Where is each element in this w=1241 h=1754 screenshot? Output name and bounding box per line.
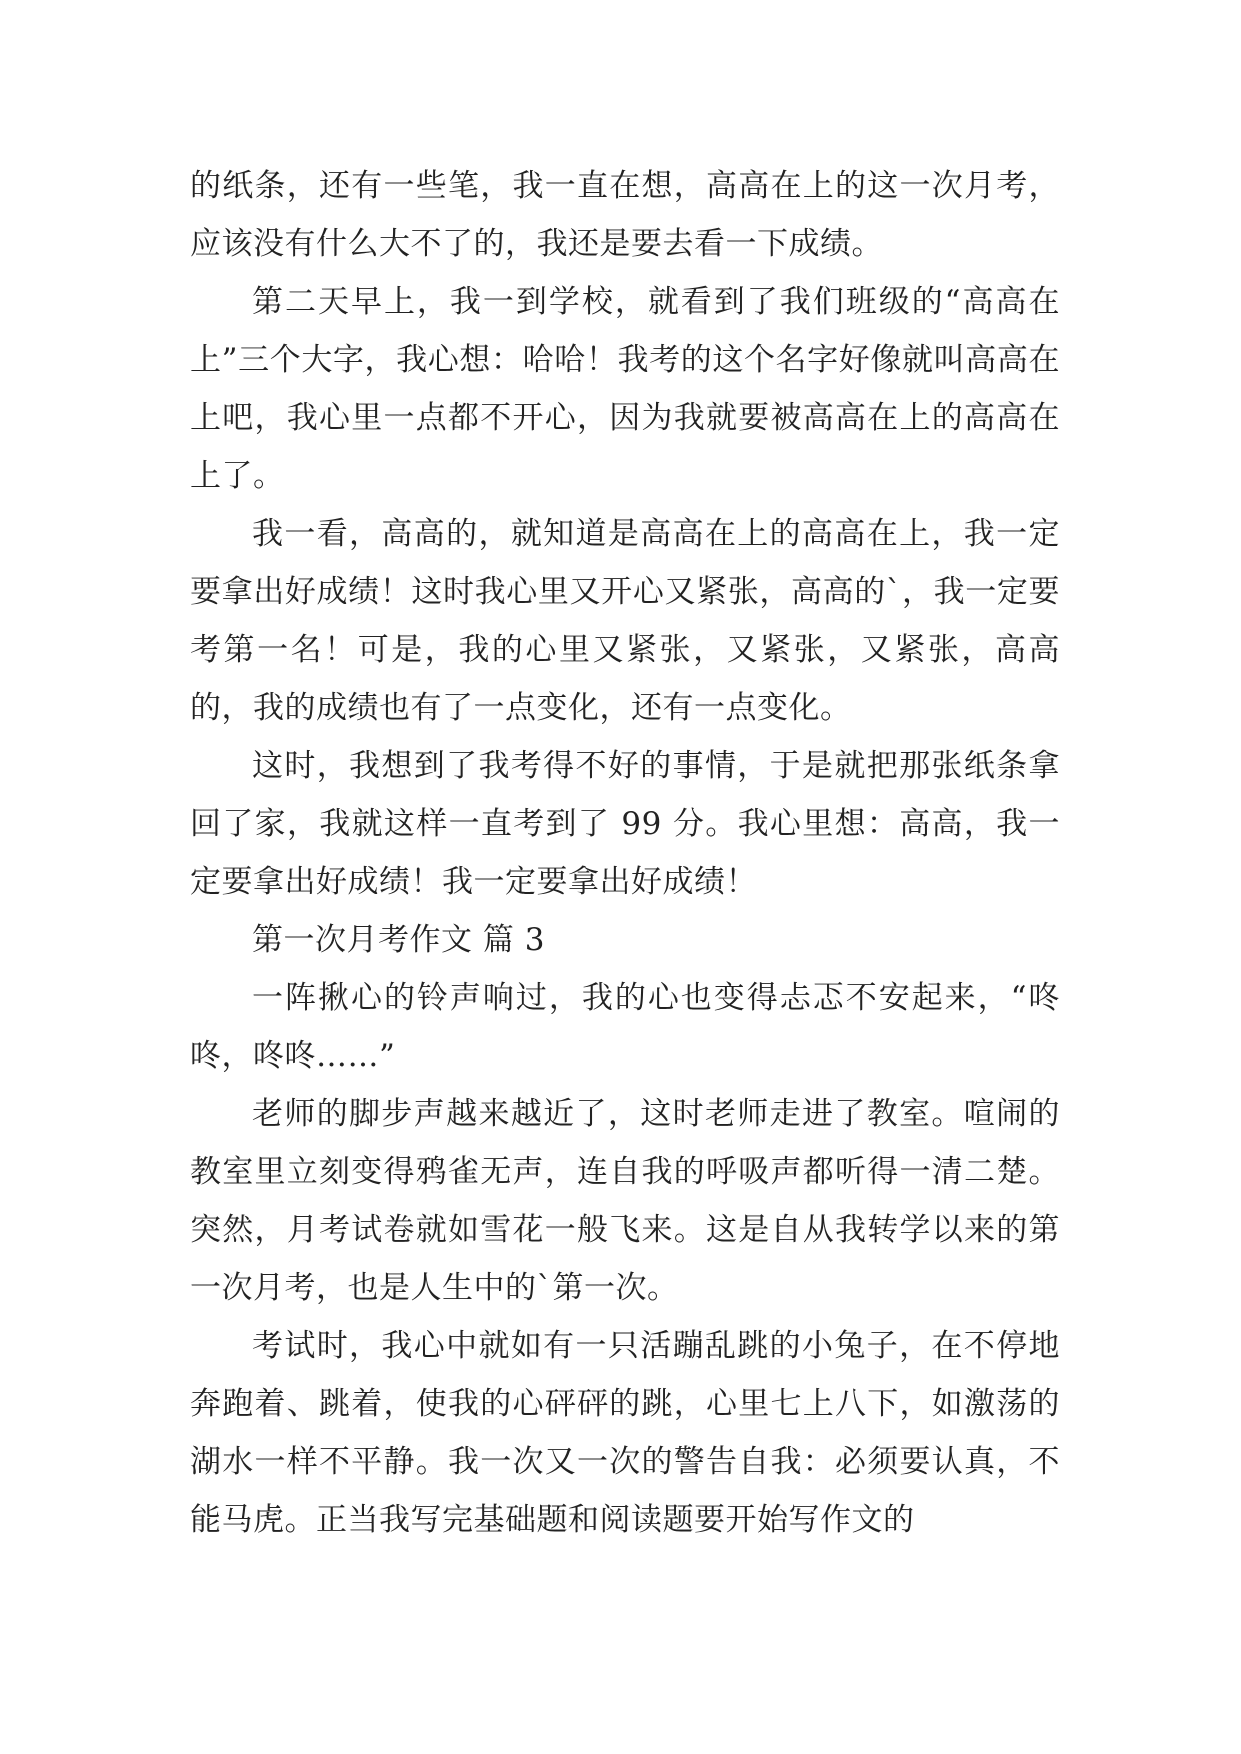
paragraph-next-morning: 第二天早上，我一到学校，就看到了我们班级的“高高在上”三个大字，我心想：哈哈！我考的这个名字好像就叫高高在上吧，我心里一点都不开心，因为我就要被高高在上的高高在上了。	[190, 284, 1060, 494]
document-page	[190, 157, 1060, 1549]
paragraph-99-points: 这时，我想到了我考得不好的事情，于是就把那张纸条拿回了家，我就这样一直考到了 99 分。我心里想：高高，我一定要拿出好成绩！我一定要拿出好成绩！	[190, 748, 1060, 900]
paragraph-exam: 考试时，我心中就如有一只活蹦乱跳的小兔子，在不停地奔跑着、跳着，使我的心砰砰的跳，心里七上八下，如激荡的湖水一样不平静。我一次又一次的警告自我：必须要认真，不能马虎。正当我写完基础题和阅读题要开始写作文的	[190, 1328, 1060, 1538]
paragraph-continuation: 的纸条，还有一些笔，我一直在想，高高在上的这一次月考，应该没有什么大不了的，我还是要去看一下成绩。	[190, 168, 1060, 262]
paragraph-good-grades: 我一看，高高的，就知道是高高在上的高高在上，我一定要拿出好成绩！这时我心里又开心又紧张，高高的`，我一定要考第一名！可是，我的心里又紧张，又紧张，又紧张，高高的，我的成绩也有了一点变化，还有一点变化。	[190, 516, 1060, 726]
section-heading: 第一次月考作文 篇 3	[252, 922, 545, 958]
paragraph-teacher: 老师的脚步声越来越近了，这时老师走进了教室。喧闹的教室里立刻变得鸦雀无声，连自我的呼吸声都听得一清二楚。突然，月考试卷就如雪花一般飞来。这是自从我转学以来的第一次月考，也是人生中的`第一次。	[190, 1096, 1060, 1306]
paragraph-bell: 一阵揪心的铃声响过，我的心也变得忐忑不安起来，“咚咚，咚咚……”	[190, 980, 1060, 1074]
